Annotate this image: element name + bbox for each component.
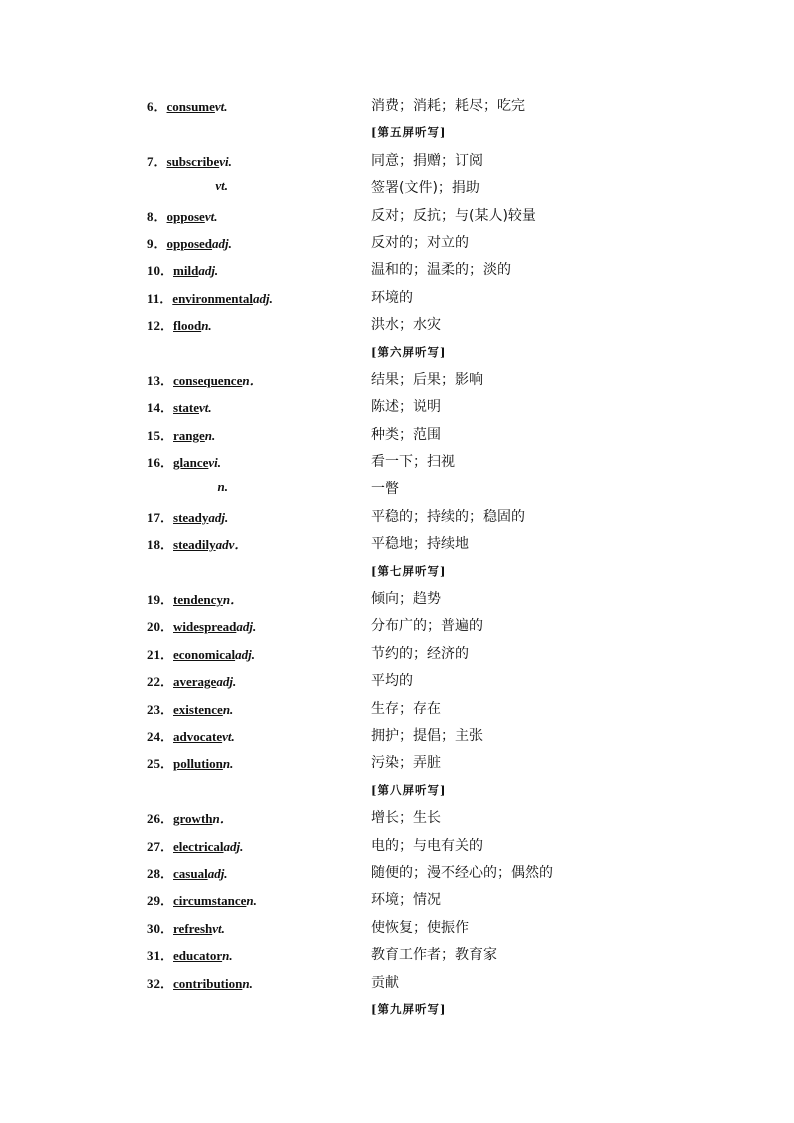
entry-word: mild bbox=[173, 263, 199, 279]
part-of-speech: adj. bbox=[212, 235, 232, 251]
vocab-row bbox=[0, 284, 794, 311]
part-of-speech: n. bbox=[217, 479, 228, 495]
vocab-row bbox=[0, 667, 794, 694]
vocab-entry bbox=[147, 233, 232, 252]
entry-word: oppose bbox=[166, 208, 205, 224]
vocab-row bbox=[0, 421, 794, 448]
section-label: [第七屏听写] bbox=[371, 563, 447, 578]
vocab-row bbox=[0, 202, 794, 229]
entry-meaning: 生存；存在 bbox=[371, 700, 441, 717]
entry-word: tendency bbox=[173, 592, 223, 608]
part-of-speech: vt. bbox=[214, 99, 228, 114]
part-of-speech: n. bbox=[222, 948, 233, 964]
entry-meaning: 分布广的；普遍的 bbox=[371, 618, 483, 635]
vocab-row bbox=[0, 886, 794, 913]
part-of-speech: adj. bbox=[236, 619, 257, 635]
vocab-entry bbox=[147, 699, 233, 718]
entry-meaning: 污染；弄脏 bbox=[371, 755, 441, 772]
entry-number: 14． bbox=[147, 400, 174, 416]
entry-meaning: 增长；生长 bbox=[371, 810, 441, 827]
entry-meaning: 环境；情况 bbox=[371, 892, 441, 909]
vocab-row bbox=[0, 475, 794, 502]
entry-number: 29． bbox=[147, 893, 174, 909]
section-label: [第九屏听写] bbox=[371, 1001, 447, 1016]
section-row bbox=[0, 558, 794, 585]
entry-number: 15． bbox=[147, 427, 174, 443]
entry-meaning: 签署(文件)；捐助 bbox=[371, 180, 480, 197]
entry-number: 30． bbox=[147, 920, 174, 936]
part-of-speech: vt. bbox=[199, 400, 212, 416]
vocab-entry bbox=[147, 96, 228, 115]
vocab-row bbox=[0, 503, 794, 530]
vocab-row bbox=[0, 585, 794, 612]
entry-meaning: 一瞥 bbox=[371, 481, 399, 498]
part-of-speech: n. bbox=[246, 893, 257, 909]
vocab-row bbox=[0, 722, 794, 749]
entry-number: 10． bbox=[147, 263, 174, 279]
entry-word: advocate bbox=[173, 728, 223, 744]
part-of-speech: n． bbox=[222, 592, 244, 608]
entry-meaning: 反对的；对立的 bbox=[371, 234, 469, 251]
vocab-row bbox=[0, 914, 794, 941]
vocab-row bbox=[0, 256, 794, 283]
section-row bbox=[0, 339, 794, 366]
part-of-speech: n． bbox=[212, 811, 233, 827]
entry-meaning: 贡献 bbox=[371, 974, 399, 991]
part-of-speech: n． bbox=[242, 372, 263, 388]
entry-word: environmental bbox=[172, 290, 253, 306]
vocab-row bbox=[0, 695, 794, 722]
entry-number: 8． bbox=[147, 208, 167, 224]
section-label: [第六屏听写] bbox=[371, 344, 447, 359]
entry-meaning: 拥护；提倡；主张 bbox=[371, 727, 483, 744]
vocab-row bbox=[0, 749, 794, 776]
entry-word: growth bbox=[173, 811, 213, 827]
section-row bbox=[0, 777, 794, 804]
entry-meaning: 洪水；水灾 bbox=[371, 317, 441, 334]
part-of-speech: adj. bbox=[252, 290, 273, 306]
entry-meaning: 电的；与电有关的 bbox=[371, 837, 483, 854]
part-of-speech: adj. bbox=[198, 263, 219, 279]
vocab-entry bbox=[147, 726, 235, 745]
entry-word: state bbox=[173, 400, 200, 416]
vocab-entry bbox=[147, 616, 256, 635]
part-of-speech: vi. bbox=[219, 153, 232, 169]
part-of-speech: adj. bbox=[223, 838, 244, 854]
entry-number: 24． bbox=[147, 728, 174, 744]
entry-meaning: 平稳地；持续地 bbox=[371, 536, 469, 553]
vocab-row bbox=[0, 147, 794, 174]
entry-word: economical bbox=[173, 646, 236, 662]
part-of-speech: n. bbox=[204, 427, 216, 443]
entry-meaning: 平均的 bbox=[371, 673, 413, 690]
entry-meaning: 随便的；漫不经心的；偶然的 bbox=[371, 864, 553, 881]
entry-meaning: 使恢复；使振作 bbox=[371, 919, 469, 936]
entry-word: steadily bbox=[173, 537, 216, 553]
entry-meaning: 环境的 bbox=[371, 289, 413, 306]
vocab-row bbox=[0, 530, 794, 557]
section-label: [第八屏听写] bbox=[371, 782, 447, 797]
entry-meaning: 消费；消耗；耗尽；吃完 bbox=[371, 98, 525, 114]
entry-number: 25． bbox=[147, 756, 174, 772]
entry-word: circumstance bbox=[173, 893, 247, 909]
entry-meaning: 同意；捐赠；订阅 bbox=[371, 152, 483, 169]
part-of-speech: vi. bbox=[208, 455, 222, 471]
vocab-row bbox=[0, 393, 794, 420]
entry-number: 16． bbox=[147, 455, 174, 471]
entry-number: 9． bbox=[147, 235, 167, 251]
vocab-entry bbox=[147, 370, 263, 389]
entry-number: 11． bbox=[147, 290, 173, 306]
part-of-speech: n. bbox=[222, 701, 234, 717]
entry-word: glance bbox=[173, 455, 209, 471]
entry-word: consequence bbox=[173, 372, 243, 388]
entry-meaning: 平稳的；持续的；稳固的 bbox=[371, 508, 525, 525]
vocab-entry bbox=[147, 973, 253, 992]
entry-word: pollution bbox=[173, 756, 223, 772]
entry-word: range bbox=[173, 427, 205, 443]
vocab-entry bbox=[147, 288, 273, 307]
entry-number: 20． bbox=[147, 619, 174, 635]
part-of-speech: adj. bbox=[235, 646, 255, 662]
entry-meaning: 种类；范围 bbox=[371, 426, 441, 443]
vocab-row bbox=[0, 366, 794, 393]
vocab-entry bbox=[147, 507, 228, 526]
vocab-entry bbox=[147, 863, 228, 882]
entry-number: 18． bbox=[147, 537, 174, 553]
entry-meaning: 教育工作者；教育家 bbox=[371, 947, 497, 964]
entry-number: 26． bbox=[147, 811, 174, 827]
entry-word: subscribe bbox=[166, 153, 220, 169]
part-of-speech: n. bbox=[242, 975, 253, 991]
vocab-row bbox=[0, 640, 794, 667]
vocab-row bbox=[0, 859, 794, 886]
vocab-row bbox=[0, 311, 794, 338]
entry-word: existence bbox=[173, 701, 223, 717]
vocab-row bbox=[0, 448, 794, 475]
vocab-entry bbox=[0, 178, 228, 194]
section-label: [第五屏听写] bbox=[371, 125, 447, 140]
entry-meaning: 看一下；扫视 bbox=[371, 454, 455, 471]
entry-number: 27． bbox=[147, 838, 174, 854]
section-row bbox=[0, 996, 794, 1023]
entry-number: 22． bbox=[147, 674, 174, 690]
vocab-entry bbox=[147, 890, 257, 909]
vocab-row bbox=[0, 229, 794, 256]
entry-word: educator bbox=[173, 948, 223, 964]
entry-number: 7． bbox=[147, 153, 167, 169]
vocab-entry bbox=[147, 151, 232, 170]
entry-meaning: 温和的；温柔的；淡的 bbox=[371, 262, 511, 279]
entry-word: contribution bbox=[173, 975, 243, 991]
vocab-row bbox=[0, 969, 794, 996]
vocab-row bbox=[0, 174, 794, 201]
vocab-entry bbox=[147, 425, 215, 444]
part-of-speech: vt. bbox=[212, 920, 225, 936]
entry-meaning: 反对；反抗；与(某人)较量 bbox=[371, 207, 536, 224]
vocab-entry bbox=[147, 260, 218, 279]
part-of-speech: vt. bbox=[204, 208, 218, 224]
entry-number: 32． bbox=[147, 975, 174, 991]
vocab-row bbox=[0, 941, 794, 968]
vocab-entry bbox=[147, 206, 217, 225]
entry-number: 17． bbox=[147, 509, 174, 525]
entry-meaning: 节约的；经济的 bbox=[371, 645, 469, 662]
entry-word: steady bbox=[173, 509, 209, 525]
entry-number: 6． bbox=[147, 99, 167, 114]
section-row bbox=[0, 119, 794, 146]
entry-word: flood bbox=[173, 318, 202, 334]
vocab-entry bbox=[147, 753, 233, 772]
vocab-row bbox=[0, 832, 794, 859]
entry-number: 21． bbox=[147, 646, 174, 662]
entry-number: 19． bbox=[147, 592, 174, 608]
vocab-entry bbox=[147, 534, 247, 553]
vocab-entry bbox=[147, 671, 236, 690]
vocab-row bbox=[0, 804, 794, 831]
vocab-row bbox=[0, 612, 794, 639]
entry-number: 12． bbox=[147, 318, 174, 334]
entry-number: 13． bbox=[147, 372, 174, 388]
vocab-entry bbox=[147, 945, 233, 964]
part-of-speech: n. bbox=[201, 318, 212, 334]
vocab-entry bbox=[147, 836, 243, 855]
vocab-row bbox=[0, 92, 794, 119]
vocab-entry bbox=[147, 315, 212, 334]
vocab-entry bbox=[147, 397, 212, 416]
vocab-entry bbox=[0, 479, 228, 495]
entry-word: refresh bbox=[173, 920, 213, 936]
entry-word: widespread bbox=[173, 619, 237, 635]
vocab-entry bbox=[147, 589, 243, 608]
part-of-speech: n. bbox=[222, 756, 234, 772]
entry-word: casual bbox=[173, 865, 208, 881]
entry-number: 28． bbox=[147, 865, 174, 881]
part-of-speech: adv． bbox=[215, 537, 248, 553]
vocabulary-list bbox=[0, 92, 794, 1023]
part-of-speech: vt. bbox=[215, 178, 228, 194]
part-of-speech: adj. bbox=[208, 509, 229, 525]
entry-word: average bbox=[173, 674, 217, 690]
part-of-speech: adj. bbox=[207, 865, 228, 881]
vocab-entry bbox=[147, 918, 225, 937]
entry-word: electrical bbox=[173, 838, 224, 854]
entry-word: consume bbox=[166, 99, 215, 114]
entry-word: opposed bbox=[166, 235, 213, 251]
part-of-speech: vt. bbox=[222, 728, 235, 744]
entry-number: 23． bbox=[147, 701, 174, 717]
part-of-speech: adj. bbox=[216, 674, 237, 690]
entry-meaning: 陈述；说明 bbox=[371, 399, 441, 416]
vocab-entry bbox=[147, 808, 233, 827]
vocab-entry bbox=[147, 644, 255, 663]
vocab-entry bbox=[147, 452, 221, 471]
entry-meaning: 结果；后果；影响 bbox=[371, 371, 483, 388]
entry-meaning: 倾向；趋势 bbox=[371, 591, 441, 608]
entry-number: 31． bbox=[147, 948, 174, 964]
